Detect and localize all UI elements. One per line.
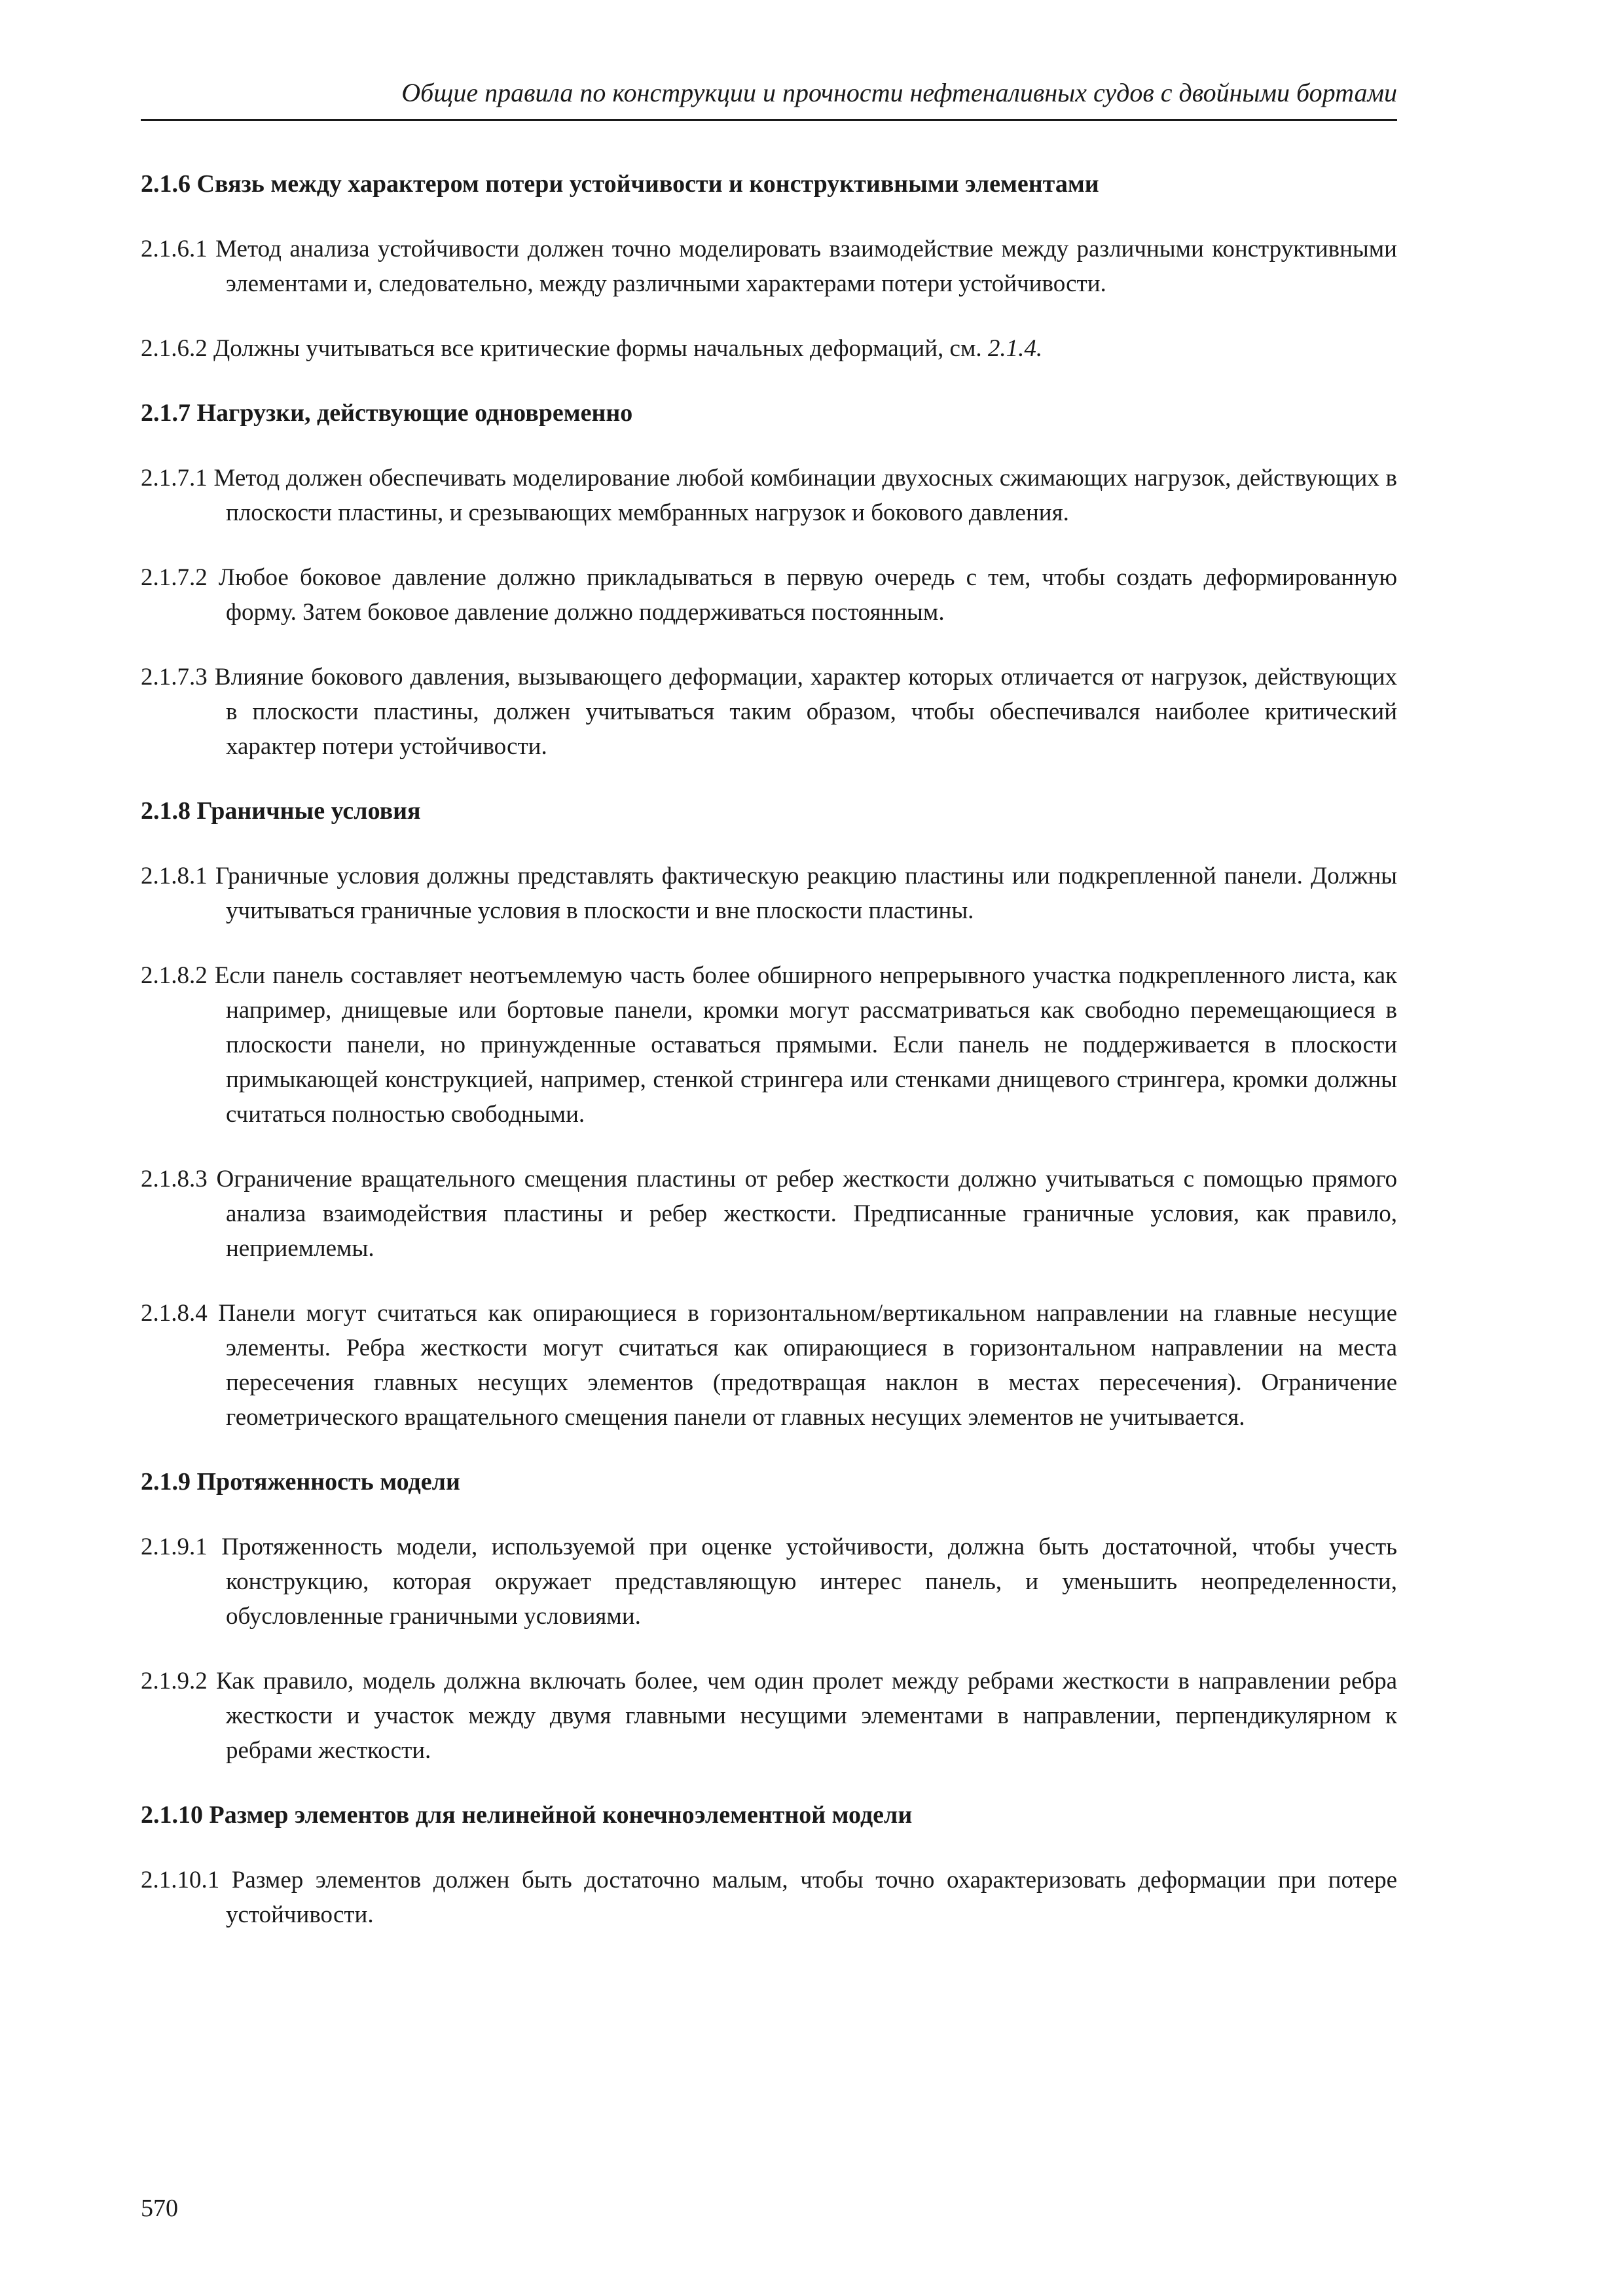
paragraph-text: 2.1.6.2 Должны учитываться все критические формы начальных деформаций, см. — [141, 335, 988, 362]
section-heading: 2.1.8 Граничные условия — [141, 797, 421, 825]
paragraph: 2.1.9.2 Как правило, модель должна включать более, чем один пролет между ребрами жесткости в направлении ребра жесткости и участок между двумя главными несущими элементами в направлении, перпендикулярном к ребрами жесткости. — [141, 1668, 1397, 1764]
section-2-1-7 — [141, 396, 1397, 764]
section-heading: 2.1.6 Связь между характером потери устойчивости и конструктивными элементами — [141, 170, 1099, 198]
section-2-1-8 — [141, 794, 1397, 1435]
running-header — [141, 73, 1397, 121]
paragraph: 2.1.7.1 Метод должен обеспечивать моделирование любой комбинации двухосных сжимающих нагрузок, действующих в плоскости пластины, и срезывающих мембранных нагрузок и бокового давления. — [141, 465, 1397, 526]
section-heading: 2.1.9 Протяженность модели — [141, 1468, 460, 1496]
paragraph: 2.1.7.2 Любое боковое давление должно прикладываться в первую очередь с тем, чтобы создать деформированную форму. Затем боковое давление должно поддерживаться постоянным. — [141, 564, 1397, 626]
cross-reference: 2.1.4. — [987, 335, 1043, 362]
page-number: 570 — [141, 2195, 178, 2222]
paragraph: 2.1.9.1 Протяженность модели, используемой при оценке устойчивости, должна быть достаточной, чтобы учесть конструкцию, которая окружает представляющую интерес панель, и уменьшить неопределенности, обусловленные граничными условиями. — [141, 1534, 1397, 1630]
paragraph: 2.1.8.2 Если панель составляет неотъемлемую часть более обширного непрерывного участка подкрепленного листа, как например, днищевые или бортовые панели, кромки могут рассматриваться как свободно перемещающиеся в плоскости панели, но принужденные оставаться прямыми. Если панель не поддерживается в плоскости примыкающей конструкцией, например, стенкой стрингера или стенками днищевого стрингера, кромки должны считаться полностью свободными. — [141, 962, 1397, 1128]
section-2-1-6 — [141, 167, 1397, 366]
section-heading: 2.1.7 Нагрузки, действующие одновременно — [141, 399, 633, 427]
paragraph: 2.1.6.1 Метод анализа устойчивости должен точно моделировать взаимодействие между различными конструктивными элементами и, следовательно, между различными характерами потери устойчивости. — [141, 236, 1397, 297]
document-body — [141, 167, 1397, 1962]
header-title: Общие правила по конструкции и прочности нефтеналивных судов с двойными бортами — [401, 78, 1397, 107]
section-2-1-9 — [141, 1465, 1397, 1768]
section-2-1-10 — [141, 1798, 1397, 1932]
paragraph: 2.1.8.1 Граничные условия должны представлять фактическую реакцию пластины или подкрепленной панели. Должны учитываться граничные условия в плоскости и вне плоскости пластины. — [141, 863, 1397, 924]
paragraph: 2.1.10.1 Размер элементов должен быть достаточно малым, чтобы точно охарактеризовать деформации при потере устойчивости. — [141, 1867, 1397, 1928]
paragraph — [141, 331, 1397, 366]
paragraph: 2.1.8.3 Ограничение вращательного смещения пластины от ребер жесткости должно учитываться с помощью прямого анализа взаимодействия пластины и ребер жесткости. Предписанные граничные условия, как правило, неприемлемы. — [141, 1166, 1397, 1262]
section-heading: 2.1.10 Размер элементов для нелинейной конечноэлементной модели — [141, 1801, 913, 1829]
paragraph: 2.1.7.3 Влияние бокового давления, вызывающего деформации, характер которых отличается от нагрузок, действующих в плоскости пластины, должен учитываться таким образом, чтобы обеспечивался наиболее критический характер потери устойчивости. — [141, 664, 1397, 760]
paragraph: 2.1.8.4 Панели могут считаться как опирающиеся в горизонтальном/вертикальном направлении на главные несущие элементы. Ребра жесткости могут считаться как опирающиеся в горизонтальном направлении на места пересечения главных несущих элементов (предотвращая наклон в местах пересечения). Ограничение геометрического вращательного смещения панели от главных несущих элементов не учитывается. — [141, 1300, 1397, 1431]
